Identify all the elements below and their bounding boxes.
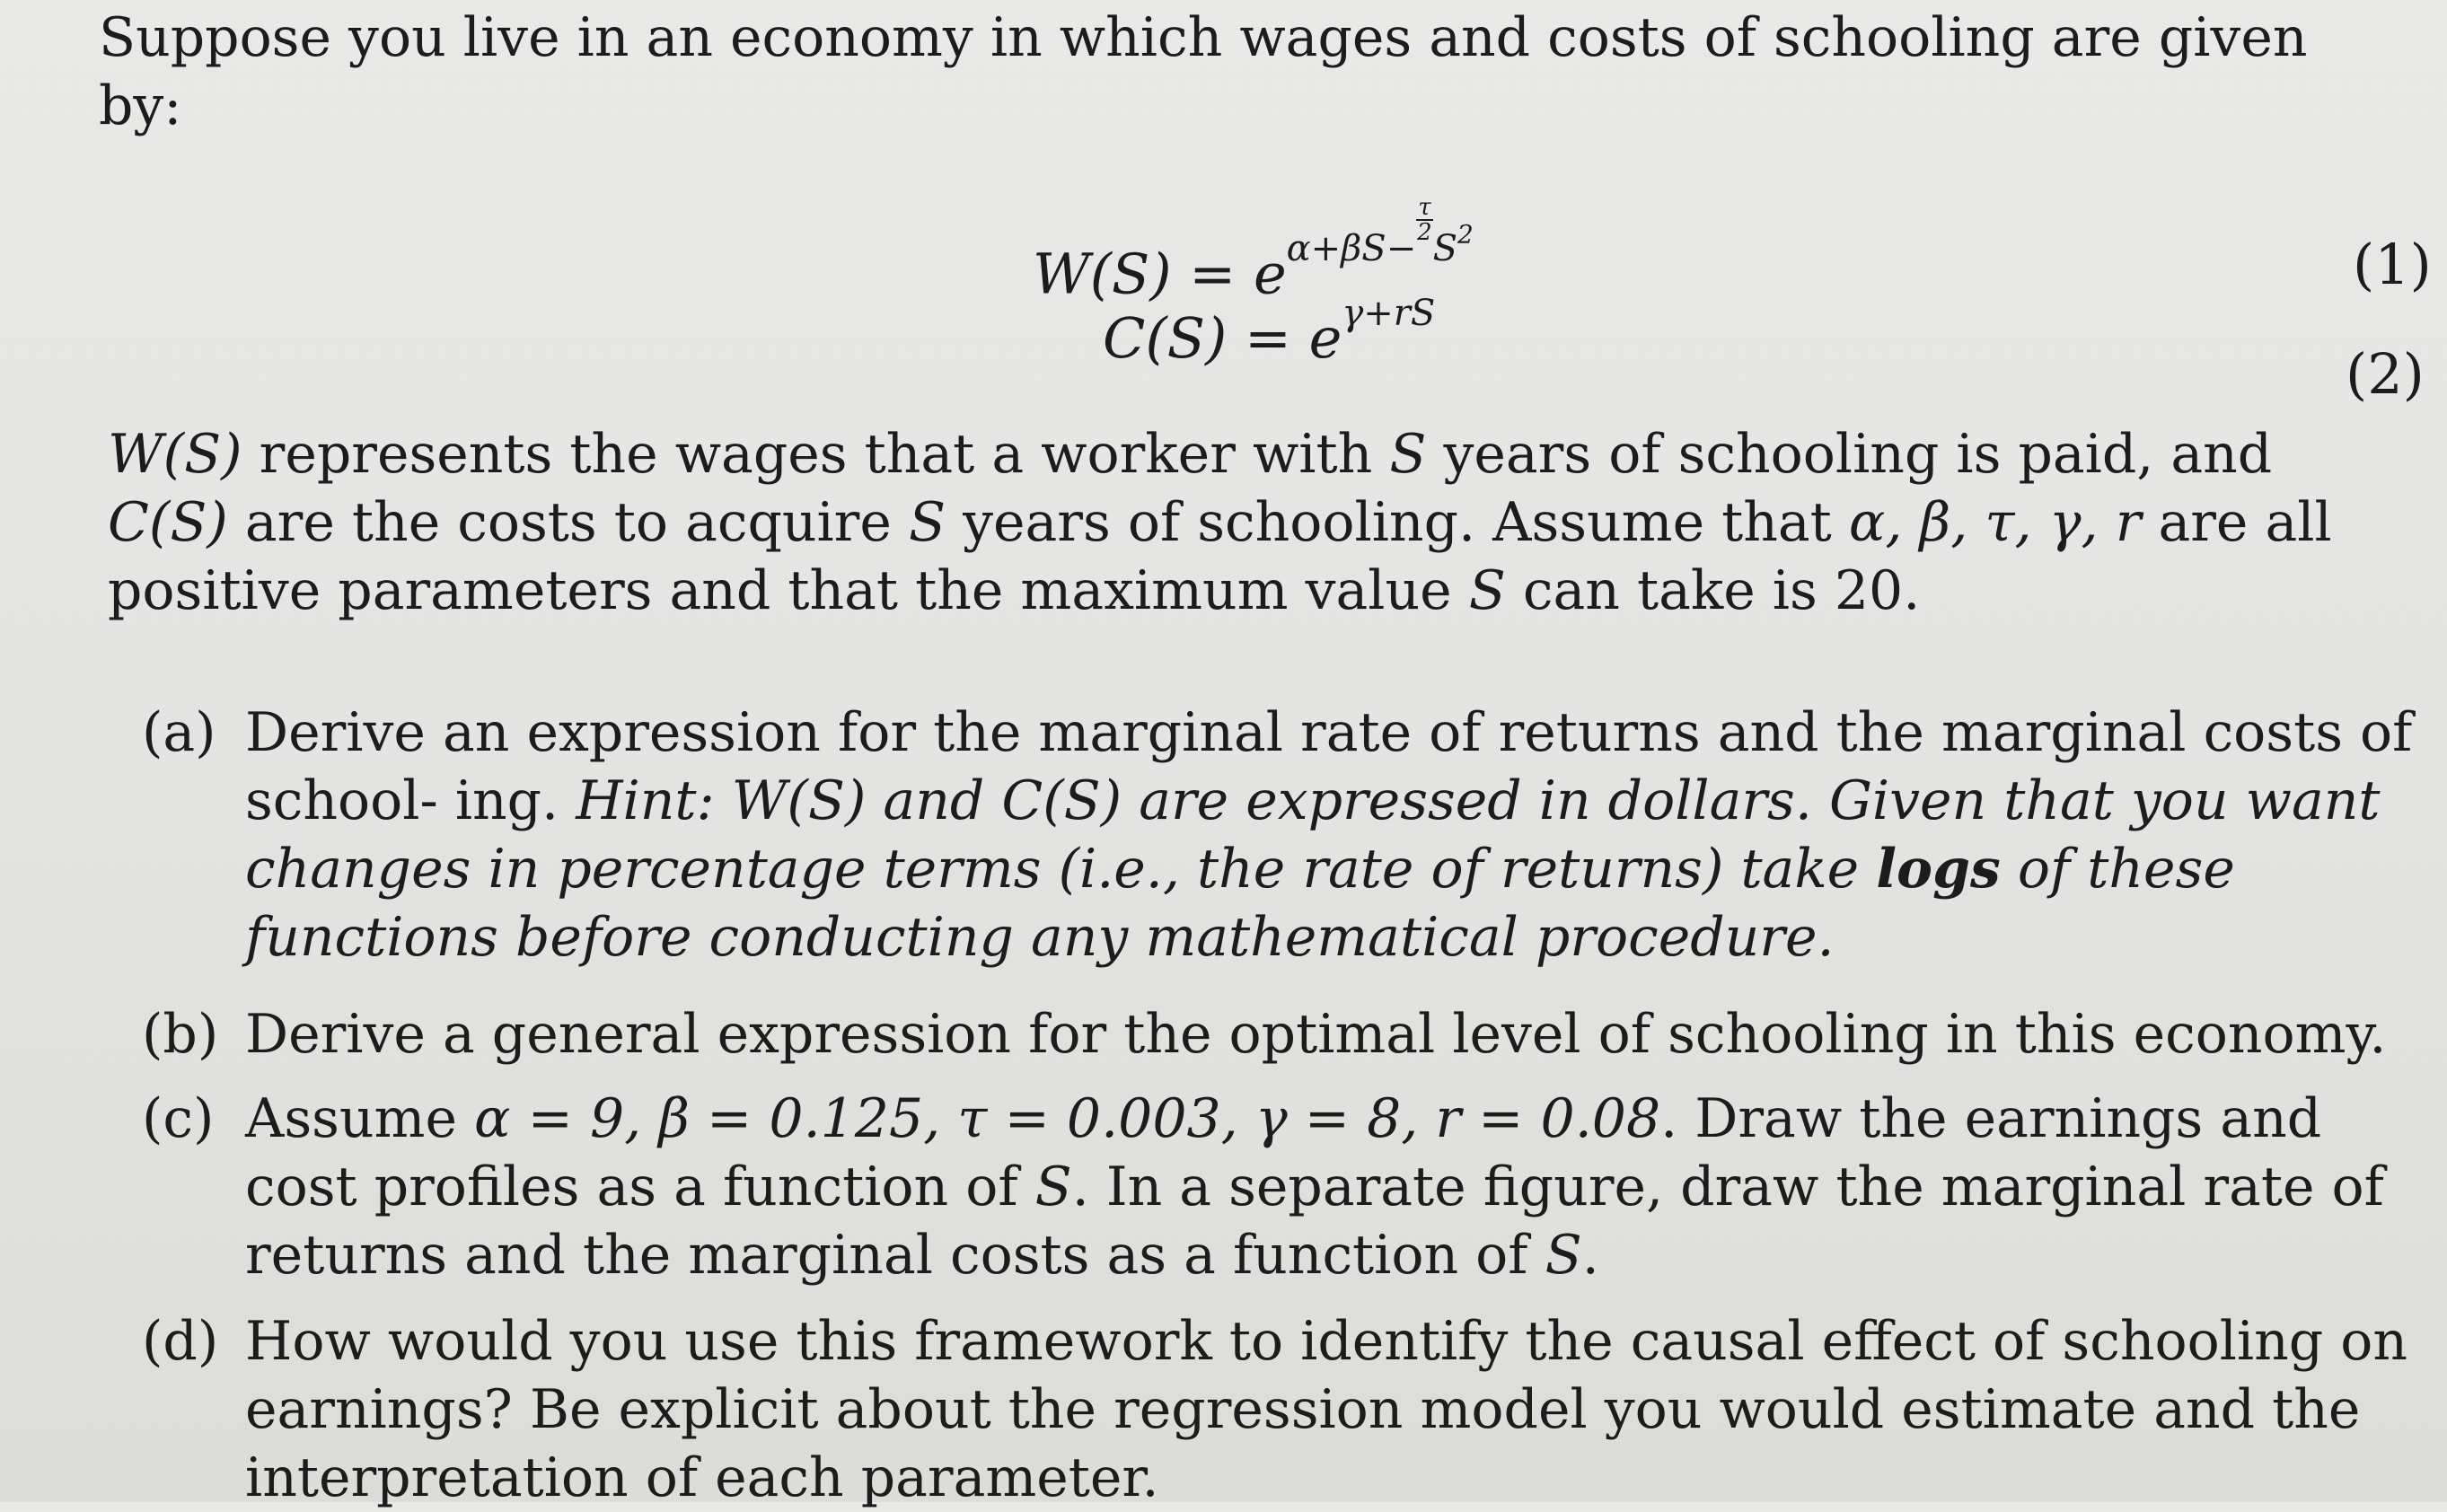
eq1-base: e (1253, 241, 1287, 307)
question-b-body: Derive a general expression for the optimal level of schooling in this economy. (245, 1003, 2387, 1066)
question-d (142, 1307, 2414, 1512)
question-b-label: (b) (142, 1003, 219, 1066)
eq1-exponent: α+βS− τ 2 S2 (1286, 194, 1474, 270)
question-a-label: (a) (142, 701, 216, 764)
question-a (142, 699, 2414, 971)
question-b (142, 1000, 2414, 1068)
question-a-body: Derive an expression for the marginal rate of returns and the marginal costs of school- ing. Hint: W(S) and C(S) are expressed in dollars. Given that you want changes in percentage terms (i.e., the rate of returns) take logs of these functions before conducting any mathematical procedure. (245, 701, 2413, 969)
equation-1-number: (1) (2353, 232, 2432, 297)
question-c (142, 1085, 2414, 1289)
eq1-lhs: W(S) (1033, 241, 1172, 307)
question-d-body: How would you use this framework to identify the causal effect of schooling on earnings? Be explicit about the regression model you would estimate and the interpretation of each parameter. (245, 1310, 2407, 1509)
equation-2-number: (2) (2346, 341, 2425, 407)
equation-2 (1103, 293, 1436, 371)
question-c-label: (c) (142, 1087, 215, 1150)
equation-1 (1033, 196, 1474, 306)
question-c-body: Assume α = 9, β = 0.125, τ = 0.003, γ = 8, r = 0.08. Draw the earnings and cost profiles as a function of S. In a separate figure, draw the marginal rate of returns and the marginal costs as a function of S. (245, 1087, 2384, 1287)
eq2-base: e (1308, 305, 1342, 371)
eq2-exponent: γ+rS (1342, 293, 1436, 334)
eq2-equals: = (1227, 305, 1309, 371)
question-d-label: (d) (142, 1310, 219, 1373)
eq2-lhs: C(S) (1103, 305, 1228, 371)
description-paragraph: W(S) represents the wages that a worker with S years of schooling is paid, and C(S) are the costs to acquire S years of schooling. Assume that α, β, τ, γ, r are all positive parameters and that the maximum value S can take is 20. (108, 423, 2332, 622)
question-a-hint: Hint: W(S) and C(S) are expressed in dollars. Given that you want changes in percentage terms (i.e., the rate of returns) take logs of these functions before conducting any mathematical procedure. (245, 769, 2381, 969)
eq1-fraction: $\frac{\tau}{2}$ (1417, 194, 1432, 246)
intro-text: Suppose you live in an economy in which wages and costs of schooling are given by: (99, 6, 2308, 137)
eq1-equals: = (1171, 241, 1254, 307)
